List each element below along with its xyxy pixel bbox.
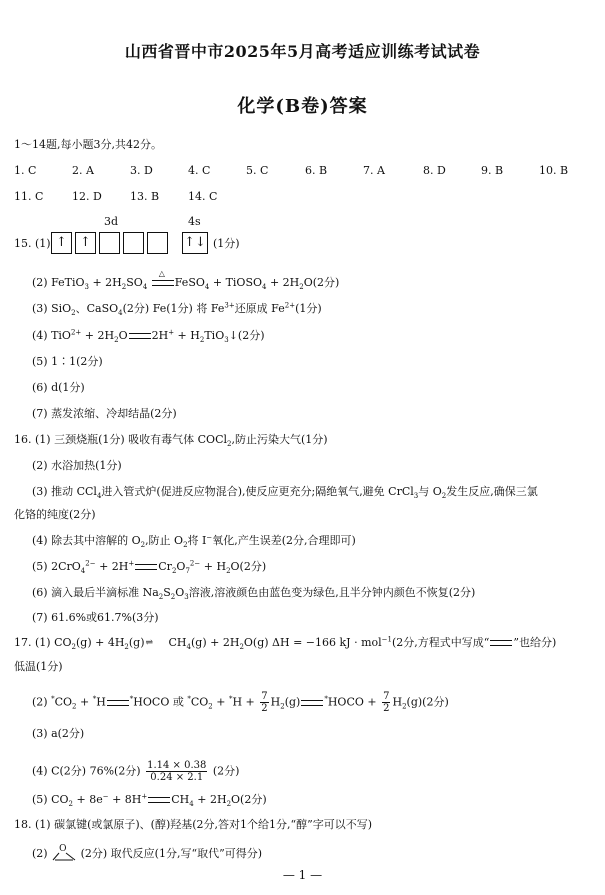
fraction-7-2-a: $\frac{7}{2}$ [261, 691, 268, 714]
q15-7: (7) 蒸发浓缩、冷却结晶(2分) [32, 407, 177, 420]
page-number: — 1 — [282, 868, 323, 882]
document-title: 山西省晋中市2025年5月高考适应训练考试试卷 [124, 42, 481, 61]
orbital-box-4s: ↑↓ [182, 232, 208, 254]
q16-2: (2) 水浴加热(1分) [32, 459, 122, 472]
answer-2: 2. A [72, 164, 94, 177]
q17-5: (5) $CO_2 + 8e^- + 8H^+$ $CH_4 + 2H_2O(2$分) [32, 792, 267, 809]
orbital-label-3d: 3d [104, 215, 119, 228]
answer-3: 3. D [130, 164, 153, 177]
q16-3-cont: 化铬的纯度(2分) [14, 508, 96, 521]
q15-label: 15. (1) [14, 237, 51, 250]
answer-7: 7. A [363, 164, 385, 177]
q17-4: (4) C(2分) 76%(2分) $\frac{1.14 \times 0.38}{0.24 \times 2.1}$ (2分) [32, 760, 240, 783]
document-subtitle: 化学(B卷)答案 [237, 96, 368, 117]
heat-condition: △ [151, 276, 175, 290]
answer-14: 14. C [188, 190, 218, 203]
answer-12: 12. D [72, 190, 102, 203]
answer-9: 9. B [481, 164, 504, 177]
q17-1-cont: 低温(1分) [14, 660, 63, 673]
q15-6: (6) d(1分) [32, 381, 85, 394]
fraction-7-2-b: $\frac{7}{2}$ [383, 691, 390, 714]
q17-2: (2) $^*CO_2 + ^*H$ *HOCO 或 $^*CO_2 + ^*H$ + $\frac{7}{2}$ $H_2(g)$ *HOCO + $\frac{7}{2}$ $H_2(g)(2$分) [32, 691, 449, 714]
q18-2: (2) O (2分) 取代反应(1分,写“取代”可得分) [32, 844, 262, 860]
orbital-box-3d-2: ↑ [75, 232, 96, 254]
q15-1-score: (1分) [213, 237, 240, 250]
q16-4: (4) 除去其中溶解的 $O_2$,防止 $O_2$将 I−氧化,产生误差(2分,合理即可) [32, 533, 356, 550]
answer-8: 8. D [423, 164, 446, 177]
reversible-arrow: ⇌ [145, 637, 154, 648]
q15-5: (5) 1∶1(2分) [32, 355, 103, 368]
orbital-box-3d-3 [99, 232, 120, 254]
answer-1: 1. C [14, 164, 37, 177]
orbital-box-3d-5 [147, 232, 168, 254]
answer-4: 4. C [188, 164, 211, 177]
q15-3: (3) SiO$_2$、CaSO$_4$(2分) Fe(1分) 将 $Fe^{3+}$还原成 $Fe^{2+}(1$分) [32, 301, 322, 318]
answer-13: 13. B [130, 190, 160, 203]
q16-5: (5) 2CrO$_4^{2-}$ + 2H+ $Cr_2O_7^{2-} + H_2O(2$分) [32, 559, 267, 576]
epoxide-structure-icon: O [51, 846, 77, 862]
q17-3: (3) a(2分) [32, 727, 85, 740]
orbital-box-3d-1: ↑ [51, 232, 72, 254]
q15-4: (4) $TiO^{2+} + 2H_2O$ $2H^+ + H_2TiO_3↓(2$分) [32, 328, 265, 345]
q16-7: (7) 61.6%或61.7%(3分) [32, 611, 159, 624]
answer-6: 6. B [305, 164, 328, 177]
answer-11: 11. C [14, 190, 44, 203]
section1-intro: 1～14题,每小题3分,共42分。 [14, 138, 162, 151]
orbital-label-4s: 4s [188, 215, 201, 228]
q17-4-fraction: $\frac{1.14 \times 0.38}{0.24 \times 2.1}$ [147, 760, 207, 783]
q15-2: (2) FeTiO$_3$ + $2H_2SO_4$ △ FeSO$_4$ + TiOSO$_4$ + $2H_2O(2$分) [32, 269, 340, 292]
q16-1: 16. (1) 三颈烧瓶(1分) 吸收有毒气体 COCl$_2$,防止污染大气(1分) [14, 433, 328, 449]
answer-5: 5. C [246, 164, 269, 177]
q16-6: (6) 滴入最后半滴标准 $Na_2S_2O_3$溶液,溶液颜色由蓝色变为绿色,且半分钟内颜色不恢复(2分) [32, 586, 476, 602]
answer-10: 10. B [539, 164, 569, 177]
q16-3: (3) 推动 CCl$_4$进入管式炉(促进反应物混合),使反应更充分;隔绝氧气,避免 CrCl$_3$与 $O_2$发生反应,确保三氯 [32, 485, 538, 501]
q17-1: 17. (1) $CO_2(g)$ + $4H_2(g)\rightleftharpoons$ $CH_4(g) + 2H_2O(g) \Delta H = -166$ kJ · mol$^{-1}$(2分,方程式中写成“ ”也给分) [14, 635, 557, 652]
q18-1: 18. (1) 碳氯键(或氯原子)、(醇)羟基(2分,答对1个给1分,“醇”字可以不写) [14, 818, 373, 831]
orbital-box-3d-4 [123, 232, 144, 254]
